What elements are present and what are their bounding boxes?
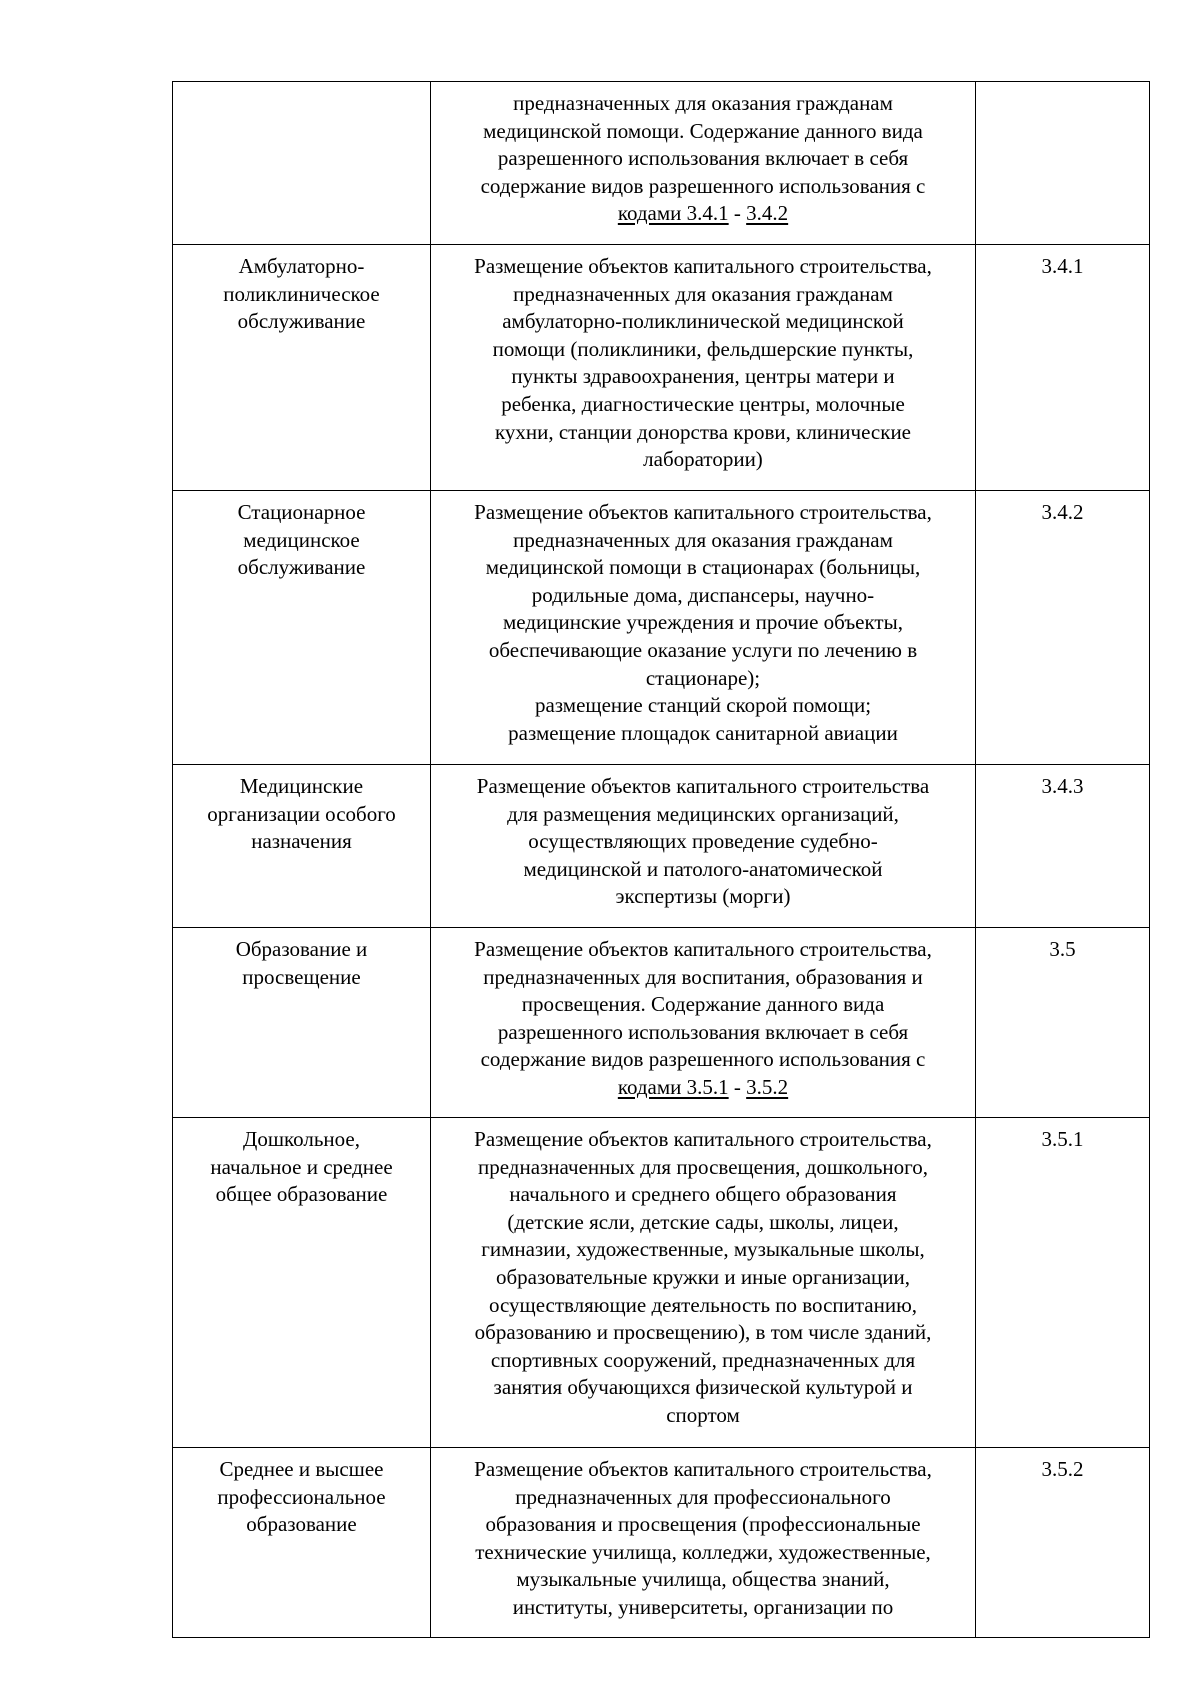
code-reference-separator: - [728,1074,747,1099]
land-use-code-cell [976,82,1150,245]
land-use-name-cell: Образование и просвещение [173,928,431,1118]
land-use-description-cell [431,928,976,1118]
code-reference-link[interactable]: 3.4.2 [746,201,789,226]
land-use-name-cell: Среднее и высшее профессиональное образование [173,1448,431,1638]
land-use-code-cell: 3.5.2 [976,1448,1150,1638]
code-reference-link[interactable]: кодами 3.4.1 [617,201,729,226]
code-reference-separator: - [728,201,747,226]
land-use-name-cell: Дошкольное, начальное и среднее общее образование [173,1118,431,1448]
description-text: Размещение объектов капитального строительства, предназначенных для воспитания, образования и просвещения. Содержание данного вида разрешенного использования включает в себя содержание видов разрешенного использования с [474,937,932,1072]
table-row [173,82,1150,245]
table-row [173,1118,1150,1448]
land-use-name-cell: Медицинские организации особого назначения [173,765,431,928]
code-reference-link[interactable]: 3.5.2 [746,1074,789,1099]
land-use-description-cell: Размещение объектов капитального строительства, предназначенных для просвещения, дошкольного, начального и среднего общего образования (детские ясли, детские сады, школы, лицеи, гимназии, художественные, музыкальные школы, образовательные кружки и иные организации, осуществляющие деятельность по воспитанию, образованию и просвещению), в том числе зданий, спортивных сооружений, предназначенных для занятия обучающихся физической культурой и спортом [431,1118,976,1448]
table-row [173,491,1150,765]
table-row [173,765,1150,928]
land-use-table [172,81,1150,1638]
land-use-code-cell: 3.4.2 [976,491,1150,765]
land-use-name-cell: Стационарное медицинское обслуживание [173,491,431,765]
code-reference-link[interactable]: кодами 3.5.1 [617,1074,729,1099]
land-use-description-cell: Размещение объектов капитального строительства, предназначенных для профессионального образования и просвещения (профессиональные технические училища, колледжи, художественные, музыкальные училища, общества знаний, институты, университеты, организации по [431,1448,976,1638]
description-text: предназначенных для оказания гражданам медицинской помощи. Содержание данного вида разрешенного использования включает в себя содержание видов разрешенного использования с [480,91,926,198]
land-use-code-cell: 3.4.1 [976,245,1150,491]
land-use-name-cell: Амбулаторно- поликлиническое обслуживание [173,245,431,491]
land-use-code-cell: 3.4.3 [976,765,1150,928]
land-use-name-cell [173,82,431,245]
land-use-description-cell: Размещение объектов капитального строительства, предназначенных для оказания гражданам медицинской помощи в стационарах (больницы, родильные дома, диспансеры, научно- медицинские учреждения и прочие объекты, обеспечивающие оказание услуги по лечению в стационаре); размещение станций скорой помощи; размещение площадок санитарной авиации [431,491,976,765]
table-row [173,1448,1150,1638]
land-use-code-cell: 3.5 [976,928,1150,1118]
land-use-description-cell: Размещение объектов капитального строительства, предназначенных для оказания гражданам амбулаторно-поликлинической медицинской помощи (поликлиники, фельдшерские пункты, пункты здравоохранения, центры матери и ребенка, диагностические центры, молочные кухни, станции донорства крови, клинические лаборатории) [431,245,976,491]
land-use-description-cell: Размещение объектов капитального строительства для размещения медицинских организаций, осуществляющих проведение судебно- медицинской и патолого-анатомической экспертизы (морги) [431,765,976,928]
land-use-description-cell [431,82,976,245]
table-row [173,245,1150,491]
table-row [173,928,1150,1118]
land-use-code-cell: 3.5.1 [976,1118,1150,1448]
